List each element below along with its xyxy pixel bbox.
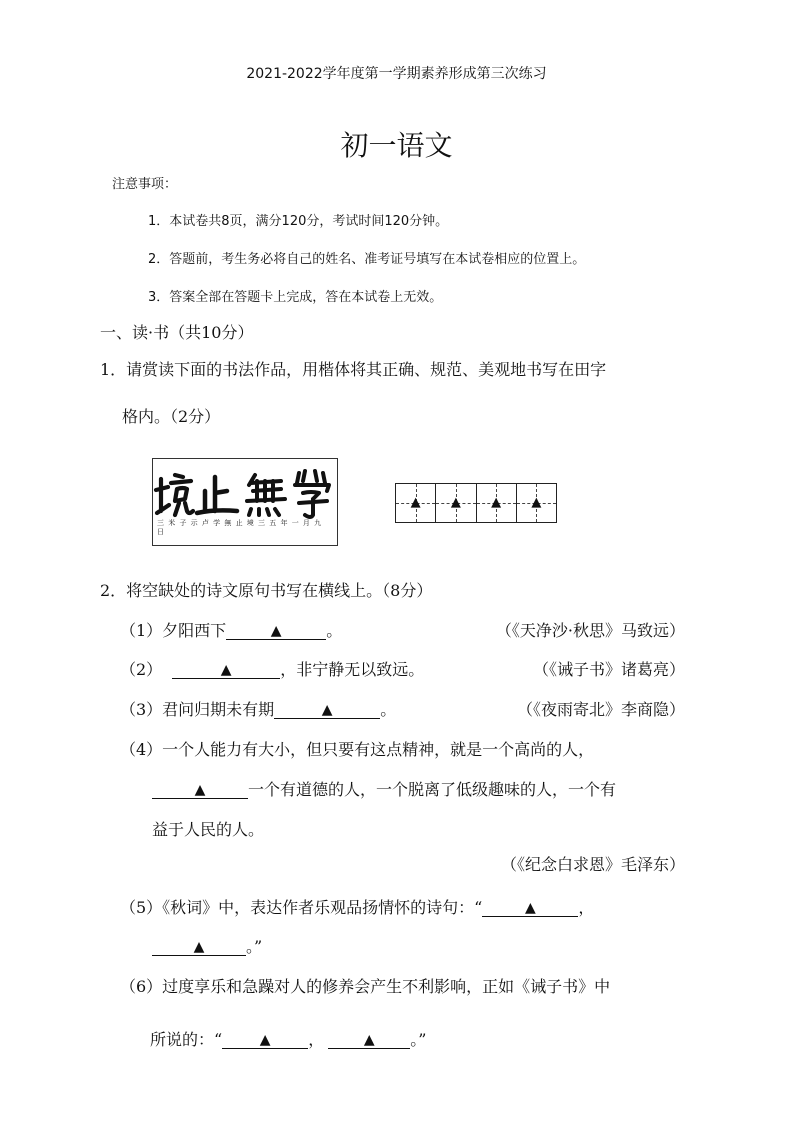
answer-blank[interactable] xyxy=(482,900,578,917)
answer-blank[interactable] xyxy=(328,1032,410,1049)
q2-item-4-line1: （4）一个人能力有大小，但只要有这点精神，就是一个高尚的人， xyxy=(120,740,595,759)
answer-blank[interactable] xyxy=(152,939,246,956)
q2-item-5-line1 xyxy=(120,895,594,918)
blank-mark: ▲ xyxy=(220,662,232,678)
q2-item-6-line2 xyxy=(150,1027,426,1050)
answer-blank[interactable] xyxy=(152,782,248,799)
answer-blank[interactable] xyxy=(172,662,280,679)
tianzi-grid xyxy=(395,483,557,523)
q2-item-6-line1: （6）过度享乐和急躁对人的修养会产生不利影响，正如《诫子书》中 xyxy=(120,977,611,996)
notice-heading: 注意事项： xyxy=(112,177,178,192)
q1-line2: 格内。（2分） xyxy=(122,407,221,426)
grid-cell-1 xyxy=(396,484,436,522)
q2-item-4-line2 xyxy=(152,777,616,800)
q2-item-1-text: （1）夕阳西下 xyxy=(120,621,227,640)
blank-mark: ▲ xyxy=(194,782,206,798)
q2-item-3-source: （《夜雨寄北》李商隐） xyxy=(516,700,685,719)
q1-line1: 1．请赏读下面的书法作品，用楷体将其正确、规范、美观地书写在田字 xyxy=(100,360,607,379)
q2-item-4-line2-text: 一个有道德的人，一个脱离了低级趣味的人，一个有 xyxy=(248,780,617,799)
q2-item-6-end: 。” xyxy=(410,1030,427,1049)
q2-item-3 xyxy=(120,697,396,720)
notice-item-2: 2．答题前，考生务必将自己的姓名、准考证号填写在本试卷相应的位置上。 xyxy=(148,252,586,267)
q2-item-5-comma: ， xyxy=(578,898,595,917)
q2-item-2-end: ，非宁静无以致远。 xyxy=(280,660,425,679)
q2-heading: 2．将空缺处的诗文原句书写在横线上。（8分） xyxy=(100,581,433,600)
blank-mark: ▲ xyxy=(363,1032,375,1048)
blank-mark: ▲ xyxy=(193,939,205,955)
answer-blank[interactable] xyxy=(226,623,326,640)
q2-item-3-end: 。 xyxy=(380,700,397,719)
grid-mark: ▲ xyxy=(410,494,421,510)
q2-item-2 xyxy=(120,657,424,680)
q2-item-5-line2 xyxy=(152,934,262,957)
notice-item-3: 3．答案全部在答题卡上完成，答在本试卷上无效。 xyxy=(148,290,443,305)
q2-item-2-source: （《诫子书》诸葛亮） xyxy=(532,660,685,679)
blank-mark: ▲ xyxy=(270,623,282,639)
notice-item-1: 1．本试卷共8页，满分120分，考试时间120分钟。 xyxy=(148,214,449,229)
section-heading: 一、读·书（共10分） xyxy=(100,323,254,342)
grid-mark: ▲ xyxy=(450,494,461,510)
calligraphy-artwork xyxy=(152,458,338,546)
q2-item-6-comma: ， xyxy=(308,1030,325,1049)
exam-title: 初一语文 xyxy=(340,129,453,162)
grid-mark: ▲ xyxy=(491,494,502,510)
grid-cell-4 xyxy=(517,484,556,522)
q2-item-2-text: （2） xyxy=(120,660,163,679)
q2-item-4-source: （《纪念白求恩》毛泽东） xyxy=(500,855,685,874)
grid-mark: ▲ xyxy=(531,494,542,510)
calligraphy-inscription: 三 米 子 示 卢 学 無 止 境 三 五 年 一 月 九 日 xyxy=(157,519,323,536)
answer-blank[interactable] xyxy=(274,702,380,719)
q2-item-4-line3: 益于人民的人。 xyxy=(152,820,265,839)
q2-item-1-source: （《天净沙·秋思》马致远） xyxy=(495,621,685,640)
q2-item-1-end: 。 xyxy=(326,621,343,640)
q2-item-1 xyxy=(120,618,342,641)
blank-mark: ▲ xyxy=(259,1032,271,1048)
grid-cell-3 xyxy=(477,484,517,522)
blank-mark: ▲ xyxy=(524,900,536,916)
exam-subtitle: 2021-2022学年度第一学期素养形成第三次练习 xyxy=(246,66,547,82)
blank-mark: ▲ xyxy=(321,702,333,718)
q2-item-5-end: 。” xyxy=(246,937,263,956)
answer-blank[interactable] xyxy=(222,1032,308,1049)
q2-item-6-text: 所说的：“ xyxy=(150,1030,223,1049)
q2-item-5-text: （5）《秋词》中，表达作者乐观品扬情怀的诗句：“ xyxy=(120,898,483,917)
grid-cell-2 xyxy=(436,484,476,522)
q2-item-3-text: （3）君问归期未有期 xyxy=(120,700,275,719)
